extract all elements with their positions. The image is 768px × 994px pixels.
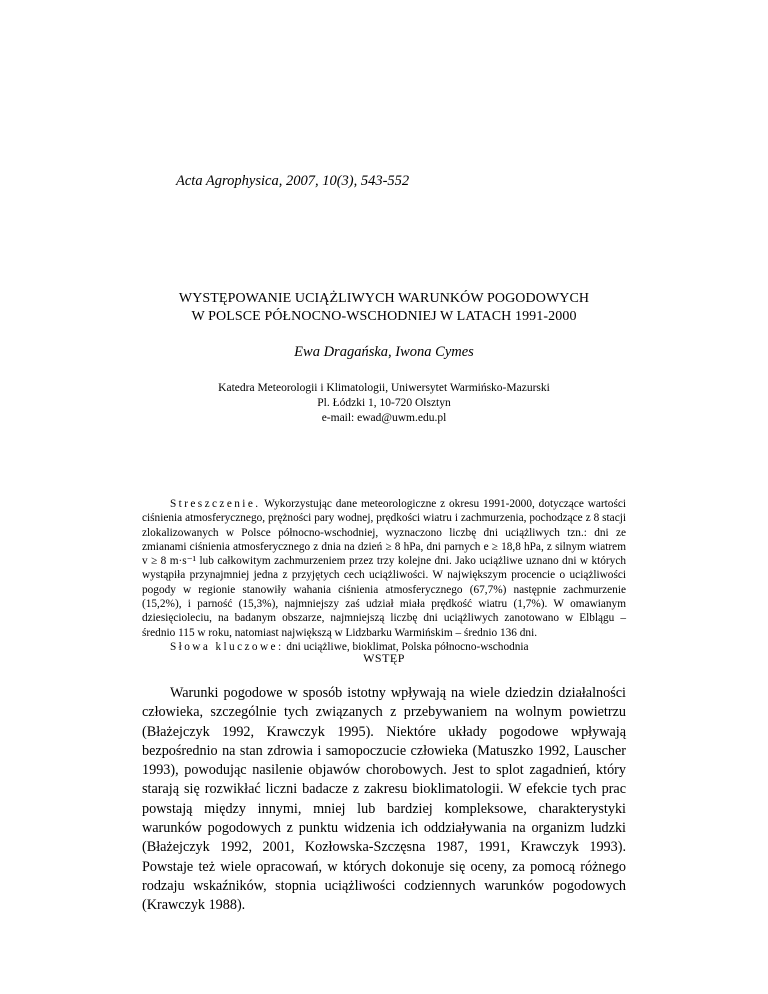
- authors: Ewa Dragańska, Iwona Cymes: [294, 344, 474, 360]
- affiliation-line-2: Pl. Łódzki 1, 10-720 Olsztyn: [317, 397, 451, 409]
- abstract-text: Wykorzystując dane meteorologiczne z okresu 1991-2000, dotyczące wartości ciśnienia atmosferycznego, prężności pary wodnej, prędkości wiatru i zachmurzenia, pochodzące z 8 stacji zlokalizowanych w Polsce północno-wschodniej, wyznaczono liczbę dni uciążliwych tzn.: dni ze zmianami ciśnienia atmosferycznego z dnia na dzień ≥ 8 hPa, dni parnych e ≥ 18,8 hPa, z silnym wiatrem v ≥ 8 m·s⁻¹ lub całkowitym zachmurzeniem przez trzy kolejne dni. Jako uciążliwe uznano dni w których wystąpiła przynajmniej jedna z przyjętych cech uciążliwości. W największym procencie o uciążliwości pogody w regionie stanowiły wahania ciśnienia atmosferycznego (67,7%) następnie zachmurzenie (15,2%), i parność (15,3%), najmniejszy zaś udział miała prędkość wiatru (1,7%). W omawianym dziesięcioleciu, na badanym obszarze, najmniejszą liczbę dni uciążliwych zanotowano w Elblągu – średnio 115 w roku, natomiast największą w Lidzbarku Warmińskim – średnio 136 dni.: [142, 498, 626, 639]
- section-heading: WSTĘP: [363, 651, 405, 665]
- body-paragraph: Warunki pogodowe w sposób istotny wpływają na wiele dziedzin działalności człowieka, szczególnie tych związanych z przebywaniem na wolnym powietrzu (Błażejczyk 1992, Krawczyk 1995). Niektóre układy pogodowe wpływają bezpośrednio na stan zdrowia i samopoczucie człowieka (Matuszko 1992, Lauscher 1993), powodując nasilenie objawów chorobowych. Jest to splot zagadnień, który starają się rozwikłać liczni badacze z zakresu bioklimatologii. W efekcie tych prac powstają między innymi, mniej lub bardziej kompleksowe, charakterystyki warunków pogodowych z punktu widzenia ich oddziaływania na organizm ludzki (Błażejczyk 1992, 2001, Kozłowska-Szczęsna 1987, 1991, Krawczyk 1993). Powstaje też wiele opracowań, w których dokonuje się oceny, za pomocą różnego rodzaju wskaźników, stopnia uciążliwości codziennych warunków pogodowych (Krawczyk 1988).: [142, 685, 626, 914]
- affiliation-email: e-mail: ewad@uwm.edu.pl: [321, 412, 447, 424]
- body-text: [142, 684, 626, 916]
- abstract-paragraph: [142, 497, 626, 640]
- affiliation: [0, 381, 768, 426]
- abstract: [142, 497, 626, 654]
- title-line-2: W POLSCE PÓŁNOCNO-WSCHODNIEJ W LATACH 1991-2000: [191, 309, 577, 324]
- title-line-1: WYSTĘPOWANIE UCIĄŻLIWYCH WARUNKÓW POGODOWYCH: [178, 291, 590, 306]
- keywords-label: Słowa kluczowe:: [170, 640, 284, 653]
- paper-title: [0, 290, 768, 326]
- keywords-text: dni uciążliwe, bioklimat, Polska północno-wschodnia: [286, 640, 529, 653]
- abstract-label: Streszczenie.: [170, 498, 261, 510]
- journal-citation: Acta Agrophysica, 2007, 10(3), 543-552: [176, 173, 410, 189]
- affiliation-line-1: Katedra Meteorologii i Klimatologii, Uniwersytet Warmińsko-Mazurski: [218, 382, 550, 394]
